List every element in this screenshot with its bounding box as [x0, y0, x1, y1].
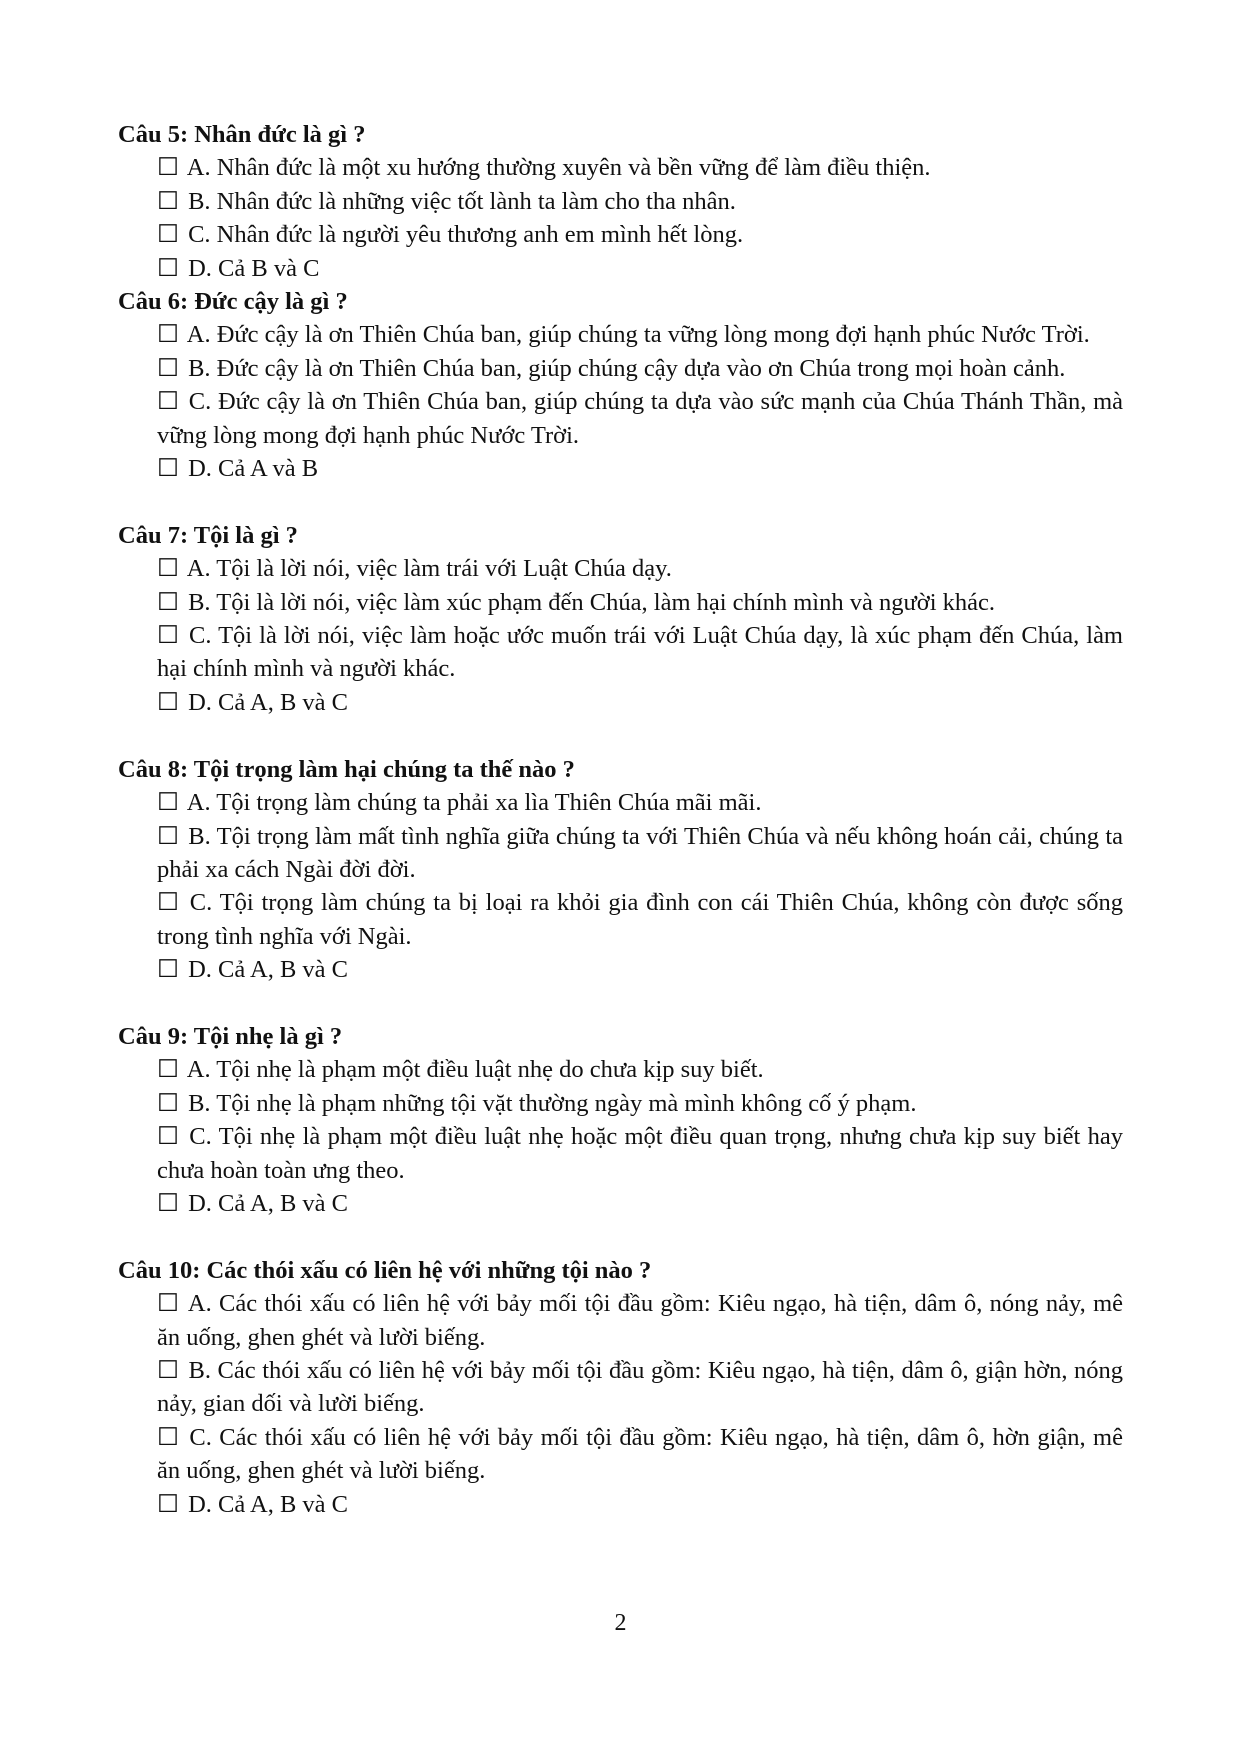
answer-option[interactable]: ☐ D. Cả A, B và C — [157, 1490, 349, 1518]
checkbox-icon[interactable]: ☐ — [157, 1123, 179, 1151]
checkbox-icon[interactable]: ☐ — [157, 455, 179, 483]
answer-option[interactable]: ☐ C. Nhân đức là người yêu thương anh em mình hết lòng. — [157, 221, 744, 249]
answer-option[interactable]: ☐ D. Cả B và C — [157, 254, 320, 282]
answer-option[interactable]: ☐ C. Tội trọng làm chúng ta bị loại ra khỏi gia đình con cái Thiên Chúa, không còn được sống trong tình nghĩa với Ngài. — [157, 889, 1124, 950]
answer-option[interactable]: ☐ B. Đức cậy là ơn Thiên Chúa ban, giúp chúng cậy dựa vào ơn Chúa trong mọi hoàn cảnh. — [157, 354, 1066, 382]
checkbox-icon[interactable]: ☐ — [157, 221, 179, 249]
answer-option[interactable]: ☐ C. Các thói xấu có liên hệ với bảy mối tội đầu gồm: Kiêu ngạo, hà tiện, dâm ô, hờn giận, mê ăn uống, ghen ghét và lười biếng. — [157, 1423, 1123, 1485]
checkbox-icon[interactable]: ☐ — [157, 889, 179, 917]
answer-option[interactable]: ☐ B. Nhân đức là những việc tốt lành ta làm cho tha nhân. — [157, 187, 736, 215]
question-6 — [118, 285, 1123, 485]
answer-option[interactable]: ☐ D. Cả A, B và C — [157, 956, 349, 984]
answer-option[interactable]: ☐ C. Đức cậy là ơn Thiên Chúa ban, giúp chúng ta dựa vào sức mạnh của Chúa Thánh Thần, mà vững lòng mong đợi hạnh phúc Nước Trời. — [157, 388, 1123, 449]
question-7 — [118, 519, 1123, 719]
checkbox-icon[interactable]: ☐ — [157, 354, 179, 382]
checkbox-icon[interactable]: ☐ — [157, 154, 179, 182]
checkbox-icon[interactable]: ☐ — [157, 1356, 179, 1384]
checkbox-icon[interactable]: ☐ — [157, 956, 179, 984]
answer-option[interactable]: ☐ B. Tội là lời nói, việc làm xúc phạm đến Chúa, làm hại chính mình và người khác. — [157, 588, 996, 616]
page-number: 2 — [614, 1610, 627, 1636]
question-9 — [118, 1020, 1123, 1220]
answer-option[interactable]: ☐ A. Tội nhẹ là phạm một điều luật nhẹ do chưa kịp suy biết. — [157, 1056, 764, 1084]
checkbox-icon[interactable]: ☐ — [157, 1290, 179, 1318]
question-title: Câu 7: Tội là gì ? — [118, 521, 298, 549]
checkbox-icon[interactable]: ☐ — [157, 1490, 179, 1518]
checkbox-icon[interactable]: ☐ — [157, 588, 179, 616]
answer-option[interactable]: ☐ C. Tội nhẹ là phạm một điều luật nhẹ hoặc một điều quan trọng, nhưng chưa kịp suy biết hay chưa hoàn toàn ưng theo. — [157, 1123, 1123, 1184]
checkbox-icon[interactable]: ☐ — [157, 254, 179, 282]
answer-option[interactable]: ☐ A. Nhân đức là một xu hướng thường xuyên và bền vững để làm điều thiện. — [157, 154, 931, 182]
answer-option[interactable]: ☐ D. Cả A và B — [157, 455, 319, 483]
quiz-page — [118, 118, 1123, 1521]
answer-option[interactable]: ☐ A. Các thói xấu có liên hệ với bảy mối tội đầu gồm: Kiêu ngạo, hà tiện, dâm ô, nóng nảy, mê ăn uống, ghen ghét và lười biếng. — [157, 1290, 1123, 1351]
checkbox-icon[interactable]: ☐ — [157, 1056, 179, 1084]
answer-option[interactable]: ☐ A. Tội trọng làm chúng ta phải xa lìa Thiên Chúa mãi mãi. — [157, 789, 762, 817]
answer-option[interactable]: ☐ A. Tội là lời nói, việc làm trái với Luật Chúa dạy. — [157, 555, 672, 583]
checkbox-icon[interactable]: ☐ — [157, 555, 179, 583]
checkbox-icon[interactable]: ☐ — [157, 388, 179, 416]
checkbox-icon[interactable]: ☐ — [157, 789, 179, 817]
answer-option[interactable]: ☐ B. Các thói xấu có liên hệ với bảy mối tội đầu gồm: Kiêu ngạo, hà tiện, dâm ô, giận hờn, nóng nảy, gian dối và lười biếng. — [157, 1356, 1124, 1418]
question-5 — [118, 118, 1123, 285]
question-title: Câu 5: Nhân đức là gì ? — [118, 121, 366, 148]
question-title: Câu 9: Tội nhẹ là gì ? — [118, 1022, 343, 1050]
checkbox-icon[interactable]: ☐ — [157, 822, 179, 850]
question-title: Câu 8: Tội trọng làm hại chúng ta thế nào ? — [118, 755, 575, 783]
checkbox-icon[interactable]: ☐ — [157, 1423, 179, 1451]
checkbox-icon[interactable]: ☐ — [157, 1089, 179, 1117]
answer-option[interactable]: ☐ A. Đức cậy là ơn Thiên Chúa ban, giúp chúng ta vững lòng mong đợi hạnh phúc Nước Trời. — [157, 321, 1090, 349]
answer-option[interactable]: ☐ D. Cả A, B và C — [157, 688, 349, 716]
checkbox-icon[interactable]: ☐ — [157, 688, 179, 716]
answer-option[interactable]: ☐ B. Tội nhẹ là phạm những tội vặt thường ngày mà mình không cố ý phạm. — [157, 1089, 917, 1117]
question-title: Câu 10: Các thói xấu có liên hệ với những tội nào ? — [118, 1256, 652, 1284]
question-8 — [118, 753, 1123, 987]
checkbox-icon[interactable]: ☐ — [157, 1189, 179, 1217]
answer-option[interactable]: ☐ B. Tội trọng làm mất tình nghĩa giữa chúng ta với Thiên Chúa và nếu không hoán cải, chúng ta phải xa cách Ngài đời đời. — [157, 822, 1124, 883]
answer-option[interactable]: ☐ D. Cả A, B và C — [157, 1189, 349, 1217]
checkbox-icon[interactable]: ☐ — [157, 321, 179, 349]
answer-option[interactable]: ☐ C. Tội là lời nói, việc làm hoặc ước muốn trái với Luật Chúa dạy, là xúc phạm đến Chúa, làm hại chính mình và người khác. — [157, 622, 1123, 683]
checkbox-icon[interactable]: ☐ — [157, 187, 179, 215]
question-10 — [118, 1254, 1123, 1521]
question-title: Câu 6: Đức cậy là gì ? — [118, 288, 348, 316]
checkbox-icon[interactable]: ☐ — [157, 622, 179, 650]
